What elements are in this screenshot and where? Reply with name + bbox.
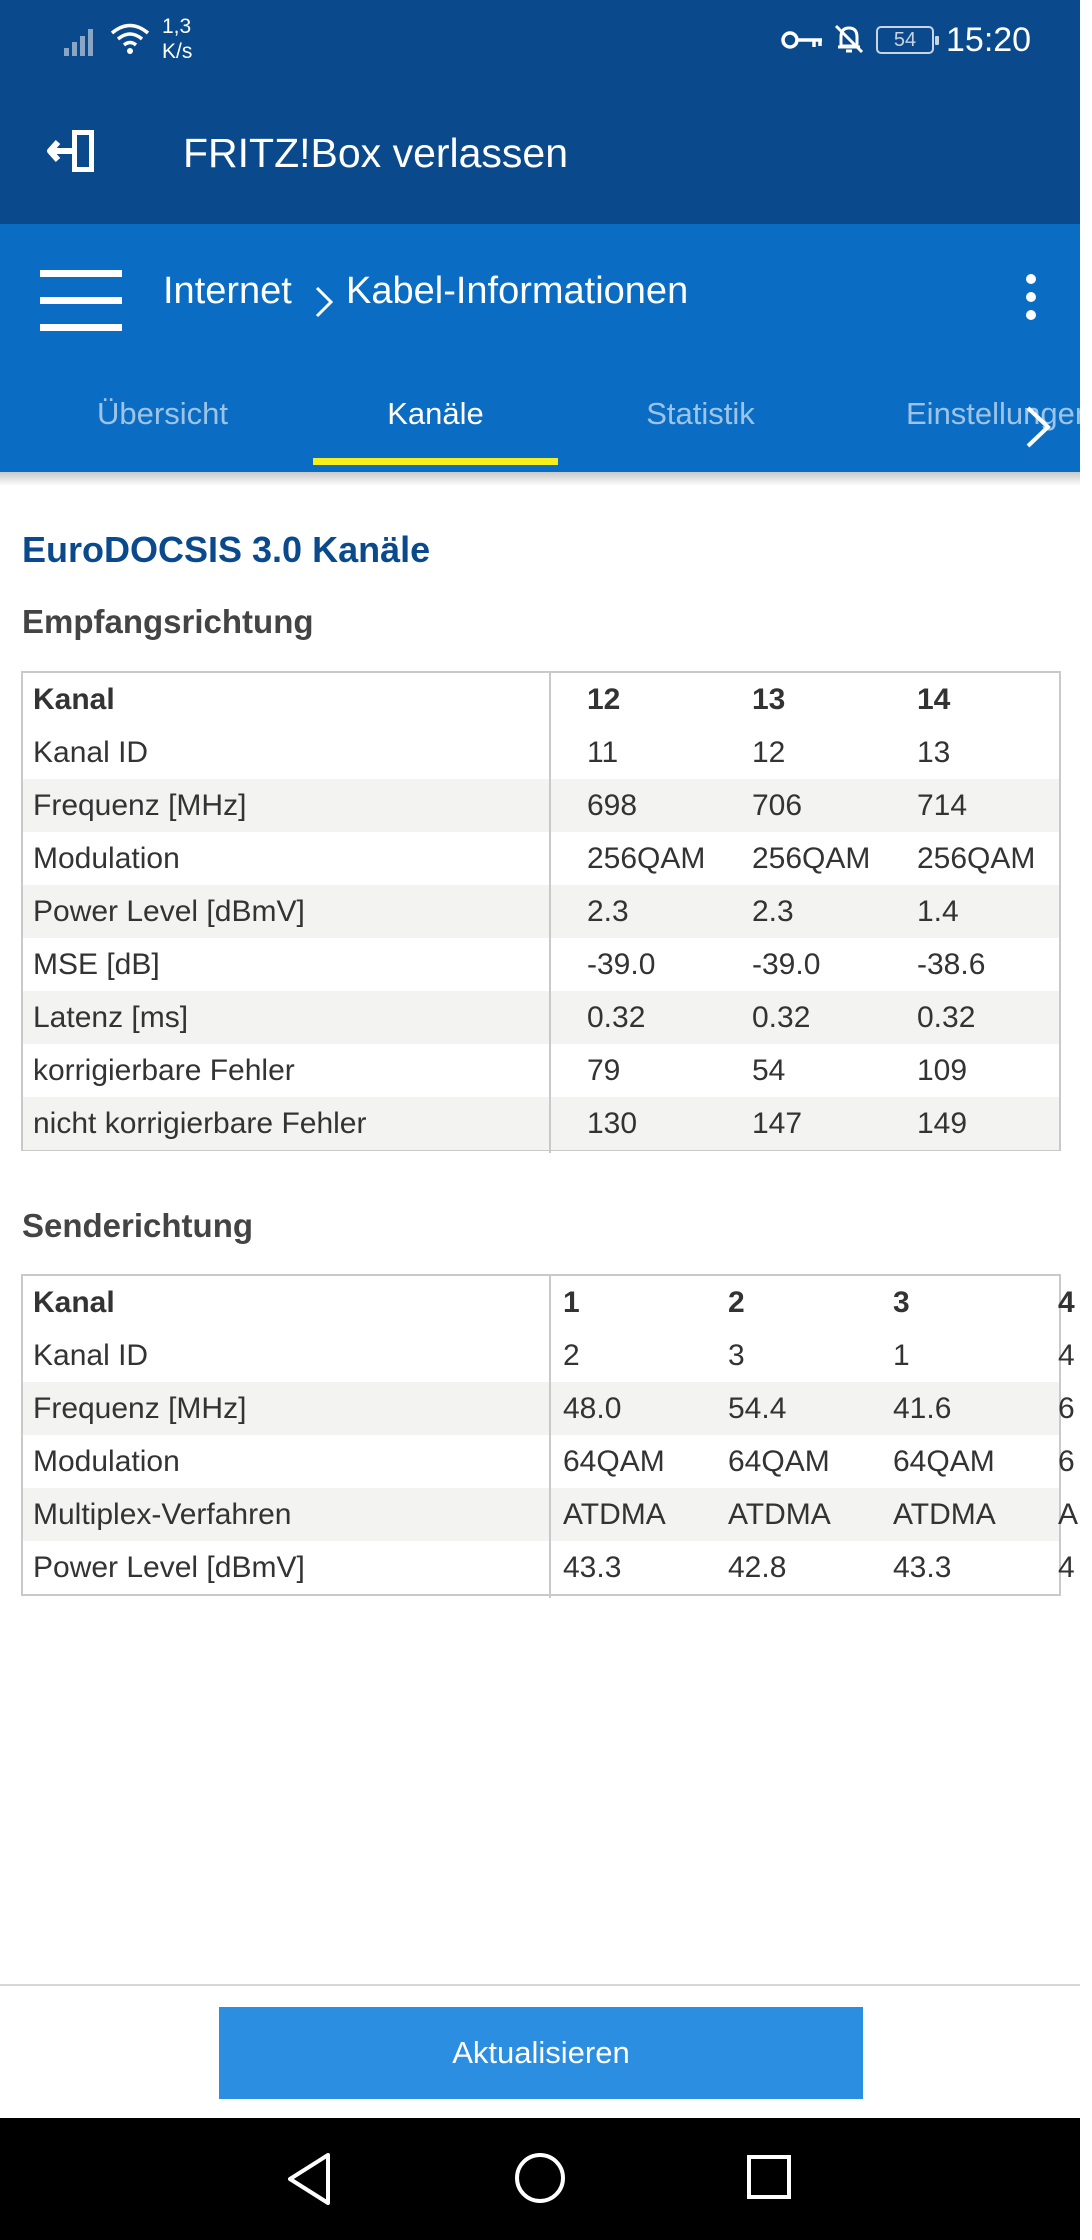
downstream-table <box>21 671 1061 1151</box>
column-divider <box>549 673 551 1153</box>
back-triangle-icon[interactable] <box>284 2150 334 2208</box>
breadcrumb-internet[interactable]: Internet <box>163 270 292 312</box>
active-tab-indicator <box>313 458 558 465</box>
table-row: Modulation 64QAM 64QAM 64QAM 6 <box>33 1445 1075 1478</box>
exit-door-icon[interactable] <box>48 128 98 174</box>
update-button[interactable]: Aktualisieren <box>219 2007 863 2099</box>
tab-kanaele[interactable]: Kanäle <box>387 396 484 431</box>
tab-einstellungen[interactable]: Einstellungen <box>906 396 1092 431</box>
wifi-icon <box>110 22 150 56</box>
table-row: Kanal 12 13 14 <box>33 683 951 716</box>
table-row: korrigierbare Fehler 79 54 109 <box>33 1054 968 1087</box>
tab-uebersicht[interactable]: Übersicht <box>97 396 228 431</box>
column-divider <box>549 1276 551 1598</box>
system-nav-bar <box>0 2118 1080 2240</box>
clock: 15:20 <box>946 21 1032 59</box>
app-title[interactable]: FRITZ!Box verlassen <box>183 130 569 176</box>
nav-bar <box>0 224 1092 472</box>
table-row: Kanal ID 11 12 13 <box>33 736 951 769</box>
table-row: Kanal ID 2 3 1 4 <box>33 1339 1075 1372</box>
tab-statistik[interactable]: Statistik <box>646 396 755 431</box>
bell-off-icon <box>832 22 866 56</box>
network-speed: 1,3 K/s <box>162 15 193 63</box>
table-row: Frequenz [MHz] 48.0 54.4 41.6 6 <box>23 1382 1059 1435</box>
toolbar-shadow <box>0 472 1080 486</box>
table-row: MSE [dB] -39.0 -39.0 -38.6 <box>33 948 986 981</box>
table-row: Latenz [ms] 0.32 0.32 0.32 <box>23 991 1059 1044</box>
app-bar <box>0 80 1080 224</box>
table-row: nicht korrigierbare Fehler 130 147 149 <box>23 1097 1059 1150</box>
chevron-right-icon <box>312 284 336 320</box>
tab-bar <box>0 372 1092 472</box>
upstream-table[interactable] <box>21 1274 1079 1596</box>
recent-apps-square-icon[interactable] <box>746 2154 792 2200</box>
upstream-title: Senderichtung <box>22 1207 254 1244</box>
table-row: Modulation 256QAM 256QAM 256QAM <box>33 842 1036 875</box>
home-circle-icon[interactable] <box>514 2152 566 2204</box>
table-row: Power Level [dBmV] 43.3 42.8 43.3 4 <box>33 1551 1075 1584</box>
table-row: Kanal 1 2 3 4 <box>33 1286 1075 1319</box>
table-row: Multiplex-Verfahren ATDMA ATDMA ATDMA A <box>23 1488 1059 1541</box>
footer-divider <box>0 1984 1080 1986</box>
table-row: Frequenz [MHz] 698 706 714 <box>23 779 1059 832</box>
vpn-key-icon <box>780 28 824 52</box>
signal-icon <box>64 26 100 56</box>
downstream-title: Empfangsrichtung <box>22 603 314 640</box>
battery-icon: 54 <box>876 26 934 54</box>
breadcrumb-kabel-informationen: Kabel-Informationen <box>346 270 689 312</box>
table-row: Power Level [dBmV] 2.3 2.3 1.4 <box>23 885 1059 938</box>
chevron-right-icon[interactable] <box>1020 400 1056 454</box>
more-vertical-icon[interactable] <box>1022 274 1040 328</box>
section-title: EuroDOCSIS 3.0 Kanäle <box>22 529 431 570</box>
status-bar <box>0 0 1080 80</box>
hamburger-menu-icon[interactable] <box>40 270 122 332</box>
